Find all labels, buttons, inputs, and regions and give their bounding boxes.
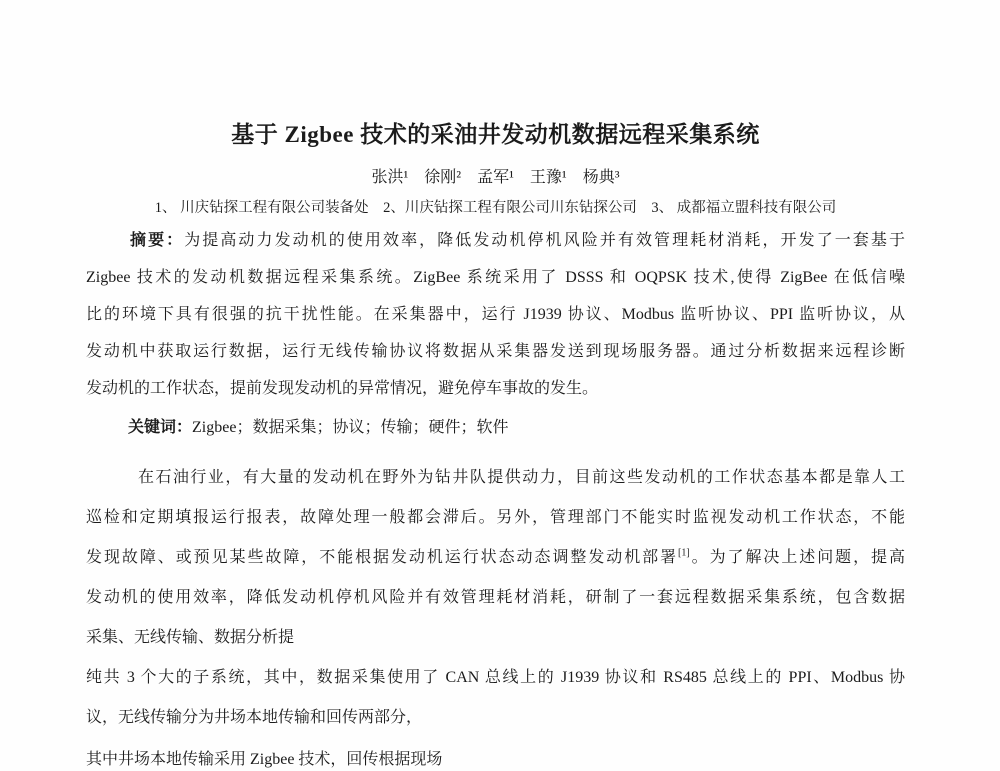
body-text: 发现故障、或预见某些故障，不能根据发动机运行状态动态调整发动机部署 (86, 549, 679, 566)
body-line (86, 538, 905, 578)
paper-title: 基于 Zigbee 技术的采油井发动机数据远程采集系统 (231, 122, 760, 147)
body-line: 巡检和定期填报运行报表，故障处理一般都会滞后。另外，管理部门不能实时监视发动机工作状态，不能 (86, 509, 905, 526)
body-paragraph-1 (86, 458, 905, 658)
abstract-line: 比的环境下具有很强的抗干扰性能。在采集器中，运行 J1939 协议、Modbus 监听协议、PPI 监听协议，从 (86, 306, 905, 323)
abstract-text: 为提高动力发动机的使用效率，降低发动机停机风险并有效管理耗材消耗，开发了一套基于 (184, 232, 905, 249)
affiliation-line: 1、 川庆钻探工程有限公司装备处 2、川庆钻探工程有限公司川东钻探公司 3、 成都福立盟科技有限公司 (154, 200, 837, 216)
body-line: 议，无线传输分为井场本地传输和回传两部分， (86, 709, 423, 726)
abstract-label: 摘要： (130, 232, 185, 249)
body-line: 纯共 3 个大的子系统，其中，数据采集使用了 CAN 总线上的 J1939 协议和 RS485 总线上的 PPI、Modbus 协 (86, 669, 905, 686)
body-line: 在石油行业，有大量的发动机在野外为钻井队提供动力，目前这些发动机的工作状态基本都是靠人工 (138, 469, 905, 486)
abstract-line (86, 222, 905, 259)
body-paragraph-2 (86, 658, 905, 738)
keywords-label: 关键词： (128, 419, 193, 436)
abstract-line: Zigbee 技术的发动机数据远程采集系统。ZigBee 系统采用了 DSSS 和 OQPSK 技术,使得 ZigBee 在低信噪 (86, 269, 905, 286)
body-paragraph-3 (86, 740, 905, 771)
author-line: 张洪¹ 徐刚² 孟军¹ 王豫¹ 杨典³ (371, 169, 620, 186)
body-text: 。为了解决上述问题，提高 (689, 549, 905, 566)
body-line: 采集、无线传输、数据分析提 (86, 629, 295, 646)
keywords-text: Zigbee；数据采集；协议；传输；硬件；软件 (192, 419, 509, 436)
keywords-line (86, 409, 947, 446)
citation-ref-1: [1] (678, 547, 690, 559)
body-line: 发动机的使用效率，降低发动机停机风险并有效管理耗材消耗，研制了一套远程数据采集系统，包含数据 (86, 589, 905, 606)
abstract-section (86, 222, 905, 407)
body-line: 其中井场本地传输采用 Zigbee 技术，回传根据现场 (86, 751, 443, 768)
abstract-line: 发动机的工作状态，提前发现发动机的异常情况，避免停车事故的发生。 (86, 380, 599, 397)
abstract-line: 发动机中获取运行数据，运行无线传输协议将数据从采集器发送到现场服务器。通过分析数据来远程诊断 (86, 343, 905, 360)
